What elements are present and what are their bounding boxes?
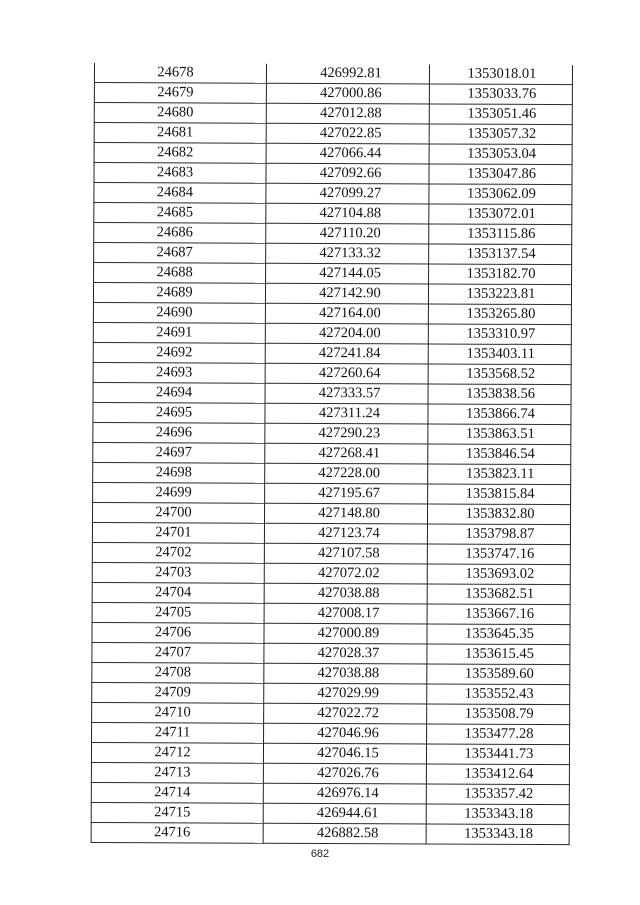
- table-row: [94, 143, 572, 165]
- y-coordinate-cell: 1353403.11: [428, 344, 571, 365]
- x-coordinate-cell: 427241.84: [265, 343, 428, 364]
- table-row: [92, 582, 570, 604]
- x-coordinate-cell: 427012.88: [266, 103, 429, 124]
- y-coordinate-cell: 1353838.56: [428, 384, 571, 405]
- table-row: [93, 283, 571, 305]
- point-id-cell: 24696: [93, 422, 265, 443]
- y-coordinate-cell: 1353508.79: [427, 704, 570, 725]
- x-coordinate-cell: 427092.66: [266, 163, 429, 184]
- table-row: [92, 542, 570, 564]
- table-row: [92, 642, 570, 664]
- y-coordinate-cell: 1353018.01: [429, 64, 572, 84]
- point-id-cell: 24698: [93, 462, 265, 483]
- y-coordinate-cell: 1353815.84: [428, 484, 571, 505]
- y-coordinate-cell: 1353589.60: [427, 664, 570, 685]
- x-coordinate-cell: 427290.23: [265, 423, 428, 444]
- x-coordinate-cell: 427123.74: [264, 523, 427, 544]
- point-id-cell: 24710: [92, 702, 264, 723]
- table-row: [91, 742, 569, 764]
- point-id-cell: 24686: [94, 223, 266, 244]
- point-id-cell: 24678: [94, 63, 266, 83]
- x-coordinate-cell: 427038.88: [264, 663, 427, 684]
- table-row: [93, 402, 571, 424]
- point-id-cell: 24702: [92, 542, 264, 563]
- table-row: [92, 682, 570, 704]
- y-coordinate-cell: 1353832.80: [427, 504, 570, 525]
- point-id-cell: 24715: [91, 802, 263, 823]
- y-coordinate-cell: 1353552.43: [427, 684, 570, 705]
- point-id-cell: 24693: [93, 362, 265, 383]
- point-id-cell: 24709: [92, 682, 264, 703]
- x-coordinate-cell: 426976.14: [263, 783, 426, 804]
- y-coordinate-cell: 1353441.73: [426, 744, 569, 765]
- point-id-cell: 24692: [93, 342, 265, 363]
- y-coordinate-cell: 1353477.28: [427, 724, 570, 745]
- x-coordinate-cell: 427008.17: [264, 603, 427, 624]
- x-coordinate-cell: 427311.24: [265, 403, 428, 424]
- point-id-cell: 24684: [94, 183, 266, 204]
- y-coordinate-cell: 1353062.09: [429, 184, 572, 205]
- x-coordinate-cell: 426992.81: [266, 64, 429, 84]
- point-id-cell: 24682: [94, 143, 266, 164]
- x-coordinate-cell: 427107.58: [264, 543, 427, 564]
- y-coordinate-cell: 1353863.51: [428, 424, 571, 445]
- table-row: [92, 522, 570, 544]
- table-row: [94, 223, 572, 245]
- point-id-cell: 24687: [94, 243, 266, 264]
- page-number: 682: [310, 848, 330, 860]
- point-id-cell: 24679: [94, 83, 266, 104]
- y-coordinate-cell: 1353057.32: [429, 124, 572, 145]
- table-row: [94, 163, 572, 185]
- point-id-cell: 24688: [94, 263, 266, 284]
- point-id-cell: 24695: [93, 402, 265, 423]
- point-id-cell: 24704: [92, 582, 264, 603]
- y-coordinate-cell: 1353645.35: [427, 624, 570, 645]
- x-coordinate-cell: 427133.32: [266, 243, 429, 264]
- x-coordinate-cell: 427038.88: [264, 583, 427, 604]
- x-coordinate-cell: 427260.64: [265, 363, 428, 384]
- x-coordinate-cell: 427022.72: [264, 703, 427, 724]
- y-coordinate-cell: 1353357.42: [426, 784, 569, 805]
- table-row: [94, 203, 572, 225]
- x-coordinate-cell: 427029.99: [264, 683, 427, 704]
- x-coordinate-cell: 427195.67: [265, 483, 428, 504]
- x-coordinate-cell: 427104.88: [266, 203, 429, 224]
- coordinate-table-body: [91, 63, 572, 845]
- x-coordinate-cell: 427026.76: [263, 763, 426, 784]
- table-row: [93, 342, 571, 364]
- x-coordinate-cell: 426944.61: [263, 803, 426, 824]
- x-coordinate-cell: 427000.89: [264, 623, 427, 644]
- y-coordinate-cell: 1353682.51: [427, 584, 570, 605]
- y-coordinate-cell: 1353137.54: [429, 244, 572, 265]
- x-coordinate-cell: 427028.37: [264, 643, 427, 664]
- x-coordinate-cell: 427148.80: [264, 503, 427, 524]
- point-id-cell: 24700: [92, 502, 264, 523]
- table-row: [91, 822, 569, 844]
- table-row: [94, 243, 572, 265]
- point-id-cell: 24708: [92, 662, 264, 683]
- point-id-cell: 24689: [93, 283, 265, 304]
- table-row: [94, 83, 572, 105]
- x-coordinate-cell: 427072.02: [264, 563, 427, 584]
- table-row: [91, 782, 569, 804]
- y-coordinate-cell: 1353072.01: [429, 204, 572, 225]
- table-row: [91, 762, 569, 784]
- x-coordinate-cell: 427204.00: [265, 323, 428, 344]
- coordinate-table: [91, 63, 573, 845]
- x-coordinate-cell: 427046.15: [263, 743, 426, 764]
- x-coordinate-cell: 427046.96: [264, 723, 427, 744]
- point-id-cell: 24690: [93, 302, 265, 323]
- point-id-cell: 24713: [91, 762, 263, 783]
- x-coordinate-cell: 427228.00: [265, 463, 428, 484]
- y-coordinate-cell: 1353223.81: [428, 284, 571, 305]
- x-coordinate-cell: 426882.58: [263, 823, 426, 844]
- table-row: [92, 622, 570, 644]
- y-coordinate-cell: 1353047.86: [429, 164, 572, 185]
- y-coordinate-cell: 1353823.11: [428, 464, 571, 485]
- table-row: [94, 63, 572, 85]
- x-coordinate-cell: 427164.00: [265, 303, 428, 324]
- table-row: [94, 263, 572, 285]
- x-coordinate-cell: 427099.27: [266, 183, 429, 204]
- y-coordinate-cell: 1353053.04: [429, 144, 572, 165]
- point-id-cell: 24706: [92, 622, 264, 643]
- y-coordinate-cell: 1353747.16: [427, 544, 570, 565]
- y-coordinate-cell: 1353412.64: [426, 764, 569, 785]
- table-row: [94, 103, 572, 125]
- y-coordinate-cell: 1353343.18: [426, 804, 569, 825]
- table-row: [93, 382, 571, 404]
- point-id-cell: 24680: [94, 103, 266, 124]
- point-id-cell: 24685: [94, 203, 266, 224]
- table-row: [92, 722, 570, 744]
- y-coordinate-cell: 1353343.18: [426, 824, 569, 845]
- point-id-cell: 24701: [92, 522, 264, 543]
- point-id-cell: 24712: [91, 742, 263, 763]
- table-row: [93, 322, 571, 344]
- y-coordinate-cell: 1353115.86: [429, 224, 572, 245]
- point-id-cell: 24705: [92, 602, 264, 623]
- point-id-cell: 24714: [91, 782, 263, 803]
- point-id-cell: 24694: [93, 382, 265, 403]
- x-coordinate-cell: 427066.44: [266, 143, 429, 164]
- point-id-cell: 24707: [92, 642, 264, 663]
- table-row: [94, 123, 572, 145]
- x-coordinate-cell: 427142.90: [265, 283, 428, 304]
- table-row: [94, 183, 572, 205]
- table-row: [91, 802, 569, 824]
- y-coordinate-cell: 1353310.97: [428, 324, 571, 345]
- x-coordinate-cell: 427110.20: [266, 223, 429, 244]
- point-id-cell: 24697: [93, 442, 265, 463]
- y-coordinate-cell: 1353866.74: [428, 404, 571, 425]
- table-row: [93, 422, 571, 444]
- x-coordinate-cell: 427333.57: [265, 383, 428, 404]
- table-row: [93, 482, 571, 504]
- y-coordinate-cell: 1353051.46: [429, 104, 572, 125]
- x-coordinate-cell: 427144.05: [266, 263, 429, 284]
- x-coordinate-cell: 427022.85: [266, 123, 429, 144]
- x-coordinate-cell: 427268.41: [265, 443, 428, 464]
- y-coordinate-cell: 1353265.80: [428, 304, 571, 325]
- y-coordinate-cell: 1353568.52: [428, 364, 571, 385]
- point-id-cell: 24681: [94, 123, 266, 144]
- point-id-cell: 24683: [94, 163, 266, 184]
- table-row: [92, 662, 570, 684]
- y-coordinate-cell: 1353846.54: [428, 444, 571, 465]
- x-coordinate-cell: 427000.86: [266, 83, 429, 104]
- table-row: [93, 302, 571, 324]
- table-row: [92, 602, 570, 624]
- table-row: [93, 462, 571, 484]
- point-id-cell: 24691: [93, 322, 265, 343]
- table-row: [93, 362, 571, 384]
- table-row: [92, 502, 570, 524]
- point-id-cell: 24699: [93, 482, 265, 503]
- y-coordinate-cell: 1353033.76: [429, 84, 572, 105]
- y-coordinate-cell: 1353615.45: [427, 644, 570, 665]
- y-coordinate-cell: 1353693.02: [427, 564, 570, 585]
- y-coordinate-cell: 1353798.87: [427, 524, 570, 545]
- table-row: [93, 442, 571, 464]
- y-coordinate-cell: 1353182.70: [429, 264, 572, 285]
- point-id-cell: 24711: [92, 722, 264, 743]
- table-row: [92, 562, 570, 584]
- point-id-cell: 24716: [91, 822, 263, 843]
- y-coordinate-cell: 1353667.16: [427, 604, 570, 625]
- table-row: [92, 702, 570, 724]
- point-id-cell: 24703: [92, 562, 264, 583]
